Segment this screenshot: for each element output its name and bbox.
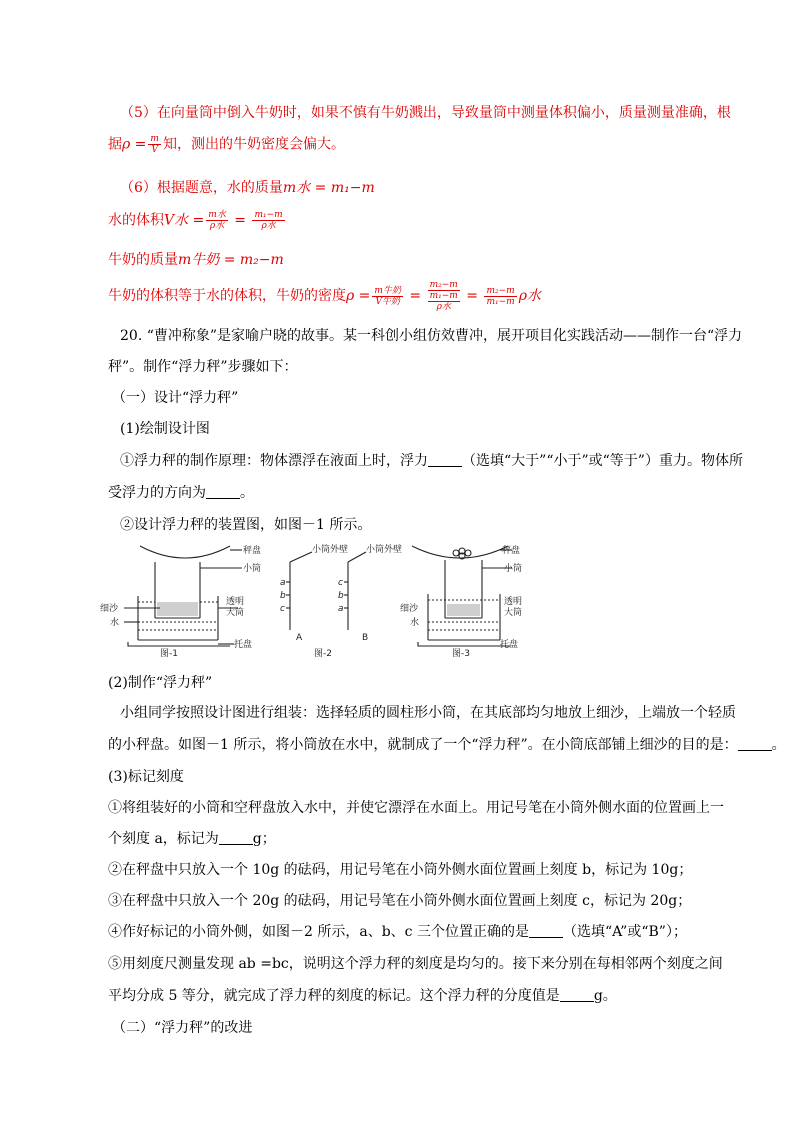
fig2-label-wall-a: 小筒外壁 (312, 545, 349, 555)
fig3-tray (418, 642, 510, 646)
step3-q2: ②在秤盘中只放入一个 10g 的砝码，用记号笔在小筒外侧水面位置画上刻度 b，标记为 10g； (108, 862, 693, 878)
answer-6-text: （6）根据题意，水的质量 (120, 180, 283, 196)
fig2-label-B: B (362, 633, 369, 643)
s3q1-text-b: g； (252, 831, 276, 847)
step2-title: (2)制作“浮力秤” (108, 675, 213, 691)
fig3-pan (412, 546, 508, 558)
milk-mass-formula: m牛奶 = m₂−m (178, 252, 284, 268)
part2-title: （二）“浮力秤”的改进 (112, 1020, 253, 1036)
step3-q3: ③在秤盘中只放入一个 20g 的砝码，用记号笔在小筒外侧水面位置画上刻度 c，标记为 20g； (108, 893, 692, 909)
fraction-denominator: V (151, 145, 158, 155)
fig1-pan (140, 546, 230, 558)
s1q1-text-d: 。 (240, 485, 254, 501)
step3-title: (3)标记刻度 (108, 769, 184, 785)
fig1-label-sand: 细沙 (100, 604, 119, 614)
step3-q4 (108, 922, 687, 942)
fig1-label-water: 水 (110, 618, 120, 628)
milk-density-text: 牛奶的体积等于水的体积，牛奶的密度 (108, 288, 346, 304)
fraction-numerator: m (150, 134, 159, 144)
step1-title: (1)绘制设计图 (120, 421, 210, 437)
fig3-sand (447, 604, 480, 616)
s3q1-text-a: 个刻度 a，标记为 (108, 831, 219, 847)
step3-q1-line1: ①将组装好的小筒和空秤盘放入水中，并使它漂浮在水面上。用记号笔在小筒外侧水面的位置画上一 (108, 800, 724, 816)
step3-q5-line1: ⑤用刻度尺测量发现 ab =bc，说明这个浮力秤的刻度是均匀的。接下来分别在每相邻两个刻度之间 (108, 956, 723, 972)
fraction-numerator: m牛奶 (374, 285, 401, 296)
s2-text-a: 的小秤盘。如图－1 所示，将小筒放在水中，就制成了一个“浮力秤”。在小筒底部铺上细沙的目的是： (108, 737, 738, 753)
fraction-numerator: m水 (208, 210, 226, 220)
fig2-a-mark-a: a (280, 578, 286, 588)
figure-3 (412, 546, 512, 646)
figure-3-labels (400, 544, 522, 659)
s1q1-text-c: 受浮力的方向为 (108, 485, 206, 501)
s1q1-text-a: ①浮力秤的制作原理：物体漂浮在液面上时，浮力 (120, 453, 428, 469)
s3q4-text-a: ④作好标记的小筒外侧，如图－2 所示，a、b、c 三个位置正确的是 (108, 924, 529, 940)
milk-density-fraction-1 (372, 286, 403, 307)
milk-density-fraction-3 (484, 286, 516, 307)
answer-6-line2: 水的体积V水 = $\frac{\text{m水}}{\text{ρ水}}$ = $\frac{\text{m₁−m}}{\text{ρ水}}$ (108, 210, 283, 231)
answer-5-line2 (108, 134, 345, 155)
fig2-caption: 图-2 (314, 649, 332, 659)
fraction-numerator: m₂−m (486, 285, 515, 296)
water-volume-text: 水的体积 (108, 212, 164, 229)
fig3-label-small-tube: 小筒 (504, 564, 523, 574)
step1-question2: ②设计浮力秤的装置图，如图－1 所示。 (120, 517, 372, 533)
fig2-label-A: A (296, 633, 303, 643)
fig3-caption: 图-3 (452, 649, 470, 659)
fraction-denominator: ρ水 (261, 221, 276, 231)
water-volume-fraction-1 (206, 210, 228, 231)
answer-blank[interactable] (219, 830, 253, 845)
answer-6-line4: 牛奶的体积等于水的体积，牛奶的密度ρ = $\frac{\text{m牛奶}}{\text{V牛奶}}$ = m₂−m m₁−m ρ水 = $\frac{\text{m₂−m}}{\text{m₁−m}}$ ρ水 (108, 280, 541, 312)
fig3-label-pan: 秤盘 (501, 546, 520, 556)
fraction-sub-numerator: m₁−m (429, 291, 458, 301)
fig2-a-mark-c: c (280, 604, 285, 614)
fig3-label-water: 水 (410, 618, 420, 628)
answer-5-text-a: 据 (108, 136, 122, 153)
fig3-label-sand: 细沙 (400, 604, 419, 614)
fig3-label-big-tube: 大筒 (504, 608, 523, 618)
question-20-line2: 秤”。制作“浮力秤”步骤如下： (108, 359, 298, 375)
answer-blank[interactable] (738, 736, 772, 751)
s2-text-b: 。 (771, 737, 786, 753)
fig1-tray (128, 642, 230, 646)
answer-6-line3 (108, 250, 284, 270)
fraction-numerator: m₁−m (254, 210, 283, 220)
step3-q5-line2 (108, 986, 617, 1006)
answer-blank[interactable] (560, 987, 594, 1002)
fraction-denominator: V牛奶 (375, 296, 400, 307)
water-density-symbol: ρ水 (518, 288, 541, 304)
milk-density-fraction-2 (428, 280, 460, 312)
question-20-line1: 20. “曹冲称象”是家喻户晓的故事。某一科创小组仿效曹冲，展开项目化实践活动——制作一台“浮力 (120, 328, 743, 344)
figure-1 (124, 546, 245, 646)
answer-5-line1: （5）在向量筒中倒入牛奶时，如果不慎有牛奶溅出，导致量筒中测量体积偏小，质量测量准确，根 (120, 105, 731, 121)
step3-q1-line2 (108, 829, 276, 849)
fraction-denominator: ρ水 (209, 221, 225, 231)
fig1-label-big-tube: 大筒 (226, 608, 245, 618)
fig1-label-transparent: 透明 (226, 597, 245, 607)
fig1-caption: 图-1 (160, 649, 178, 659)
fig1-label-tray: 托盘 (234, 640, 253, 650)
fig2-label-wall-b: 小筒外壁 (366, 545, 403, 555)
fraction-denominator: m₁−m (486, 296, 515, 307)
water-mass-formula: m水 = m₁−m (282, 180, 375, 196)
answer-blank[interactable] (206, 484, 240, 499)
step2-line1: 小组同学按照设计图进行组装：选择轻质的圆柱形小筒，在其底部均匀地放上细沙，上端放一个轻质 (120, 705, 736, 721)
fig2-a-mark-b: b (280, 591, 286, 601)
fig1-label-pan: 秤盘 (243, 546, 262, 556)
answer-blank[interactable] (428, 452, 462, 467)
part1-title: （一）设计“浮力秤” (112, 390, 239, 406)
fig3-label-tray: 托盘 (500, 640, 519, 650)
fig2-b-mark-c: c (338, 578, 343, 588)
fig3-label-transparent: 透明 (504, 597, 523, 607)
s3q5-text-b: g。 (593, 988, 617, 1004)
milk-density-lhs: ρ = (346, 288, 371, 304)
s1q1-text-b: （选填“大于”“小于”或“等于”）重力。物体所 (462, 453, 743, 469)
step2-line2 (108, 735, 786, 755)
fig1-label-small-tube: 小筒 (243, 564, 262, 574)
milk-mass-text: 牛奶的质量 (108, 252, 178, 268)
s3q4-text-b: （选填“A”或“B”）； (562, 924, 687, 940)
figure-2 (286, 552, 366, 630)
figure-2-labels (280, 543, 402, 659)
fig2-b-mark-b: b (338, 591, 344, 601)
fig1-sand (157, 602, 198, 616)
answer-5-text-b: 知，测出的牛奶密度会偏大。 (162, 136, 345, 153)
water-volume-lhs: V水 = (164, 212, 205, 229)
density-formula-lhs: ρ = (122, 136, 147, 153)
apparatus-figures (100, 538, 523, 659)
density-fraction (148, 134, 161, 155)
answer-6-line1 (120, 178, 375, 198)
step1-question1-line1 (120, 451, 743, 471)
s3q5-text-a: 平均分成 5 等分，就完成了浮力秤的刻度的标记。这个浮力秤的分度值是 (108, 988, 560, 1004)
answer-blank[interactable] (529, 923, 563, 938)
fraction-numerator: m₂−m (429, 280, 458, 290)
fig2-b-mark-a: a (338, 604, 344, 614)
water-volume-fraction-2 (252, 210, 284, 231)
fraction-denominator: ρ水 (436, 302, 451, 312)
figure-1-labels (100, 544, 261, 659)
step1-question1-line2 (108, 483, 254, 503)
